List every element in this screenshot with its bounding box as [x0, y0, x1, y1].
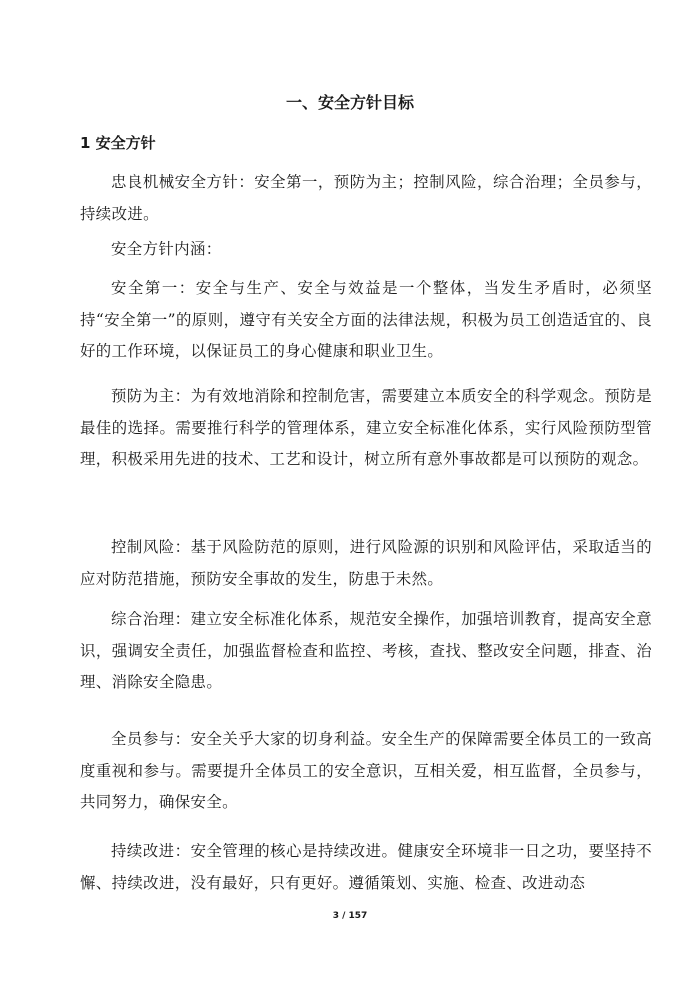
page-separator: /: [338, 911, 349, 921]
paragraph-safety-first: 安全第一：安全与生产、安全与效益是一个整体，当发生矛盾时，必须坚持“安全第一”的原则，遵守有关安全方面的法律法规，积极为员工创造适宜的、良好的工作环境，以保证员工的身心健康和职业卫生。: [80, 279, 652, 360]
paragraph-safety-policy: 忠良机械安全方针：安全第一，预防为主；控制风险，综合治理；全员参与，持续改进。: [80, 173, 652, 223]
chapter-title: 一、安全方针目标: [285, 93, 414, 112]
paragraph-full-participation: 全员参与：安全关乎大家的切身利益。安全生产的保障需要全体员工的一致高度重视和参与。需要提升全体员工的安全意识，互相关爱，相互监督，全员参与，共同努力，确保安全。: [80, 730, 652, 811]
paragraph-comprehensive-governance: 综合治理：建立安全标准化体系，规范安全操作，加强培训教育，提高安全意识，强调安全责任，加强监督检查和监控、考核，查找、整改安全问题，排查、治理、消除安全隐患。: [80, 610, 652, 691]
paragraph-continuous-improvement: 持续改进：安全管理的核心是持续改进。健康安全环境非一日之功，要坚持不懈、持续改进，没有最好，只有更好。遵循策划、实施、检查、改进动态: [80, 842, 652, 892]
page-number: 3: [332, 911, 339, 921]
total-pages: 157: [348, 911, 368, 921]
paragraph-policy-connotation: 安全方针内涵：: [111, 240, 222, 258]
paragraph-risk-control: 控制风险：基于风险防范的原则，进行风险源的识别和风险评估，采取适当的应对防范措施，预防安全事故的发生，防患于未然。: [80, 538, 652, 588]
page-footer: [0, 910, 700, 922]
section-title: 1 安全方针: [80, 134, 156, 152]
paragraph-prevention-first: 预防为主：为有效地消除和控制危害，需要建立本质安全的科学观念。预防是最佳的选择。需要推行科学的管理体系，建立安全标准化体系，实行风险预防型管理，积极采用先进的技术、工艺和设计，树立所有意外事故都是可以预防的观念。: [80, 387, 652, 468]
